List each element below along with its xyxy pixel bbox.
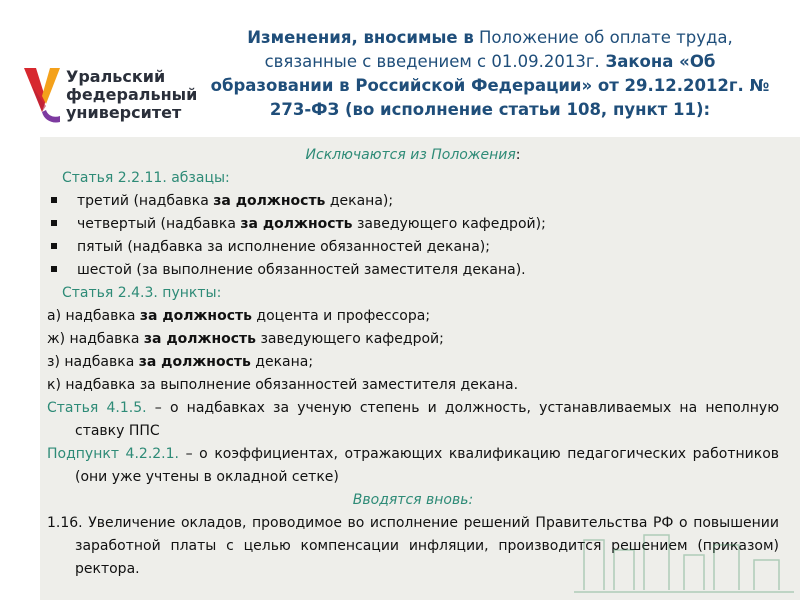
clause-1-16: 1.16. Увеличение окладов, проводимое во исполнение решений Правительства РФ о повышении заработной платы с целью компенсации инфляции, производится решением (приказом) ректора. (47, 515, 779, 577)
list-item (47, 328, 779, 351)
item-text-end: декана; (250, 354, 314, 370)
logo-line-2: федеральный (66, 85, 198, 104)
excluded-colon: : (515, 147, 521, 163)
article-label: Статья 4.1.5. (47, 400, 147, 416)
title-part-2: Положение об оплате труда, связанные с введением с 01.09.2013г. (264, 28, 733, 71)
list-item (47, 374, 779, 397)
subpoint-text: – о коэффициентах, отражающих квалификацию педагогических работников (они уже учтены в окладной сетке) (75, 446, 780, 485)
article-2-4-3: Статья 2.4.3. пункты: (62, 285, 222, 301)
item-bold: за должность (138, 354, 251, 370)
square-bullet-icon (51, 266, 57, 272)
bullet-text: четвертый (надбавка (77, 216, 241, 232)
logo-line-3: университет (66, 103, 182, 122)
bullet-item (47, 213, 779, 236)
item-text-end: доцента и профессора; (251, 308, 431, 324)
bullet-text: шестой (за выполнение обязанностей заместителя декана). (77, 262, 526, 278)
introduced-heading: Вводятся вновь: (352, 492, 474, 508)
university-logo (22, 66, 198, 126)
decorative-watermark-icon (574, 520, 794, 600)
bullet-item (47, 190, 779, 213)
subpoint-label: Подпункт 4.2.2.1. (47, 446, 179, 462)
bullet-list (47, 190, 779, 282)
item-text: з) надбавка (47, 354, 139, 370)
square-bullet-icon (51, 220, 57, 226)
article-4-1-5 (47, 397, 779, 443)
article-text: – о надбавках за ученую степень и должность, устанавливаемых на неполную ставку ППС (75, 400, 779, 439)
title-part-1: Изменения, вносимые в (247, 28, 474, 47)
urfu-logo-mark-icon (22, 66, 62, 126)
excluded-heading-line (47, 144, 779, 167)
item-text-end: заведующего кафедрой; (256, 331, 444, 347)
list-item (47, 305, 779, 328)
bullet-bold: за должность (213, 193, 326, 209)
list-item (47, 351, 779, 374)
square-bullet-icon (51, 197, 57, 203)
item-text: а) надбавка (47, 308, 140, 324)
bullet-text-end: заведующего кафедрой); (352, 216, 546, 232)
item-text: ж) надбавка (47, 331, 144, 347)
bullet-text: третий (надбавка (77, 193, 214, 209)
title-part-3: Закона «Об образовании в Российской Федерации» от 29.12.2012г. № 273-ФЗ (во исполнение статьи 108, пункт 11): (210, 52, 770, 119)
bullet-item (47, 259, 779, 282)
item-text: к) надбавка за выполнение обязанностей заместителя декана. (47, 377, 519, 393)
page-title (205, 26, 775, 122)
item-bold: за должность (143, 331, 257, 347)
bullet-item (47, 236, 779, 259)
bullet-text: пятый (надбавка за исполнение обязанностей декана); (77, 239, 490, 255)
content-body (47, 144, 779, 581)
subpoint-4-2-2-1 (47, 443, 779, 489)
item-list (47, 305, 779, 397)
square-bullet-icon (51, 243, 57, 249)
university-name (66, 68, 197, 122)
excluded-heading: Исключаются из Положения (305, 147, 516, 163)
logo-line-1: Уральский (66, 67, 166, 86)
bullet-text-end: декана); (325, 193, 394, 209)
article-2-2-11: Статья 2.2.11. абзацы: (62, 170, 230, 186)
item-bold: за должность (139, 308, 252, 324)
bullet-bold: за должность (240, 216, 353, 232)
